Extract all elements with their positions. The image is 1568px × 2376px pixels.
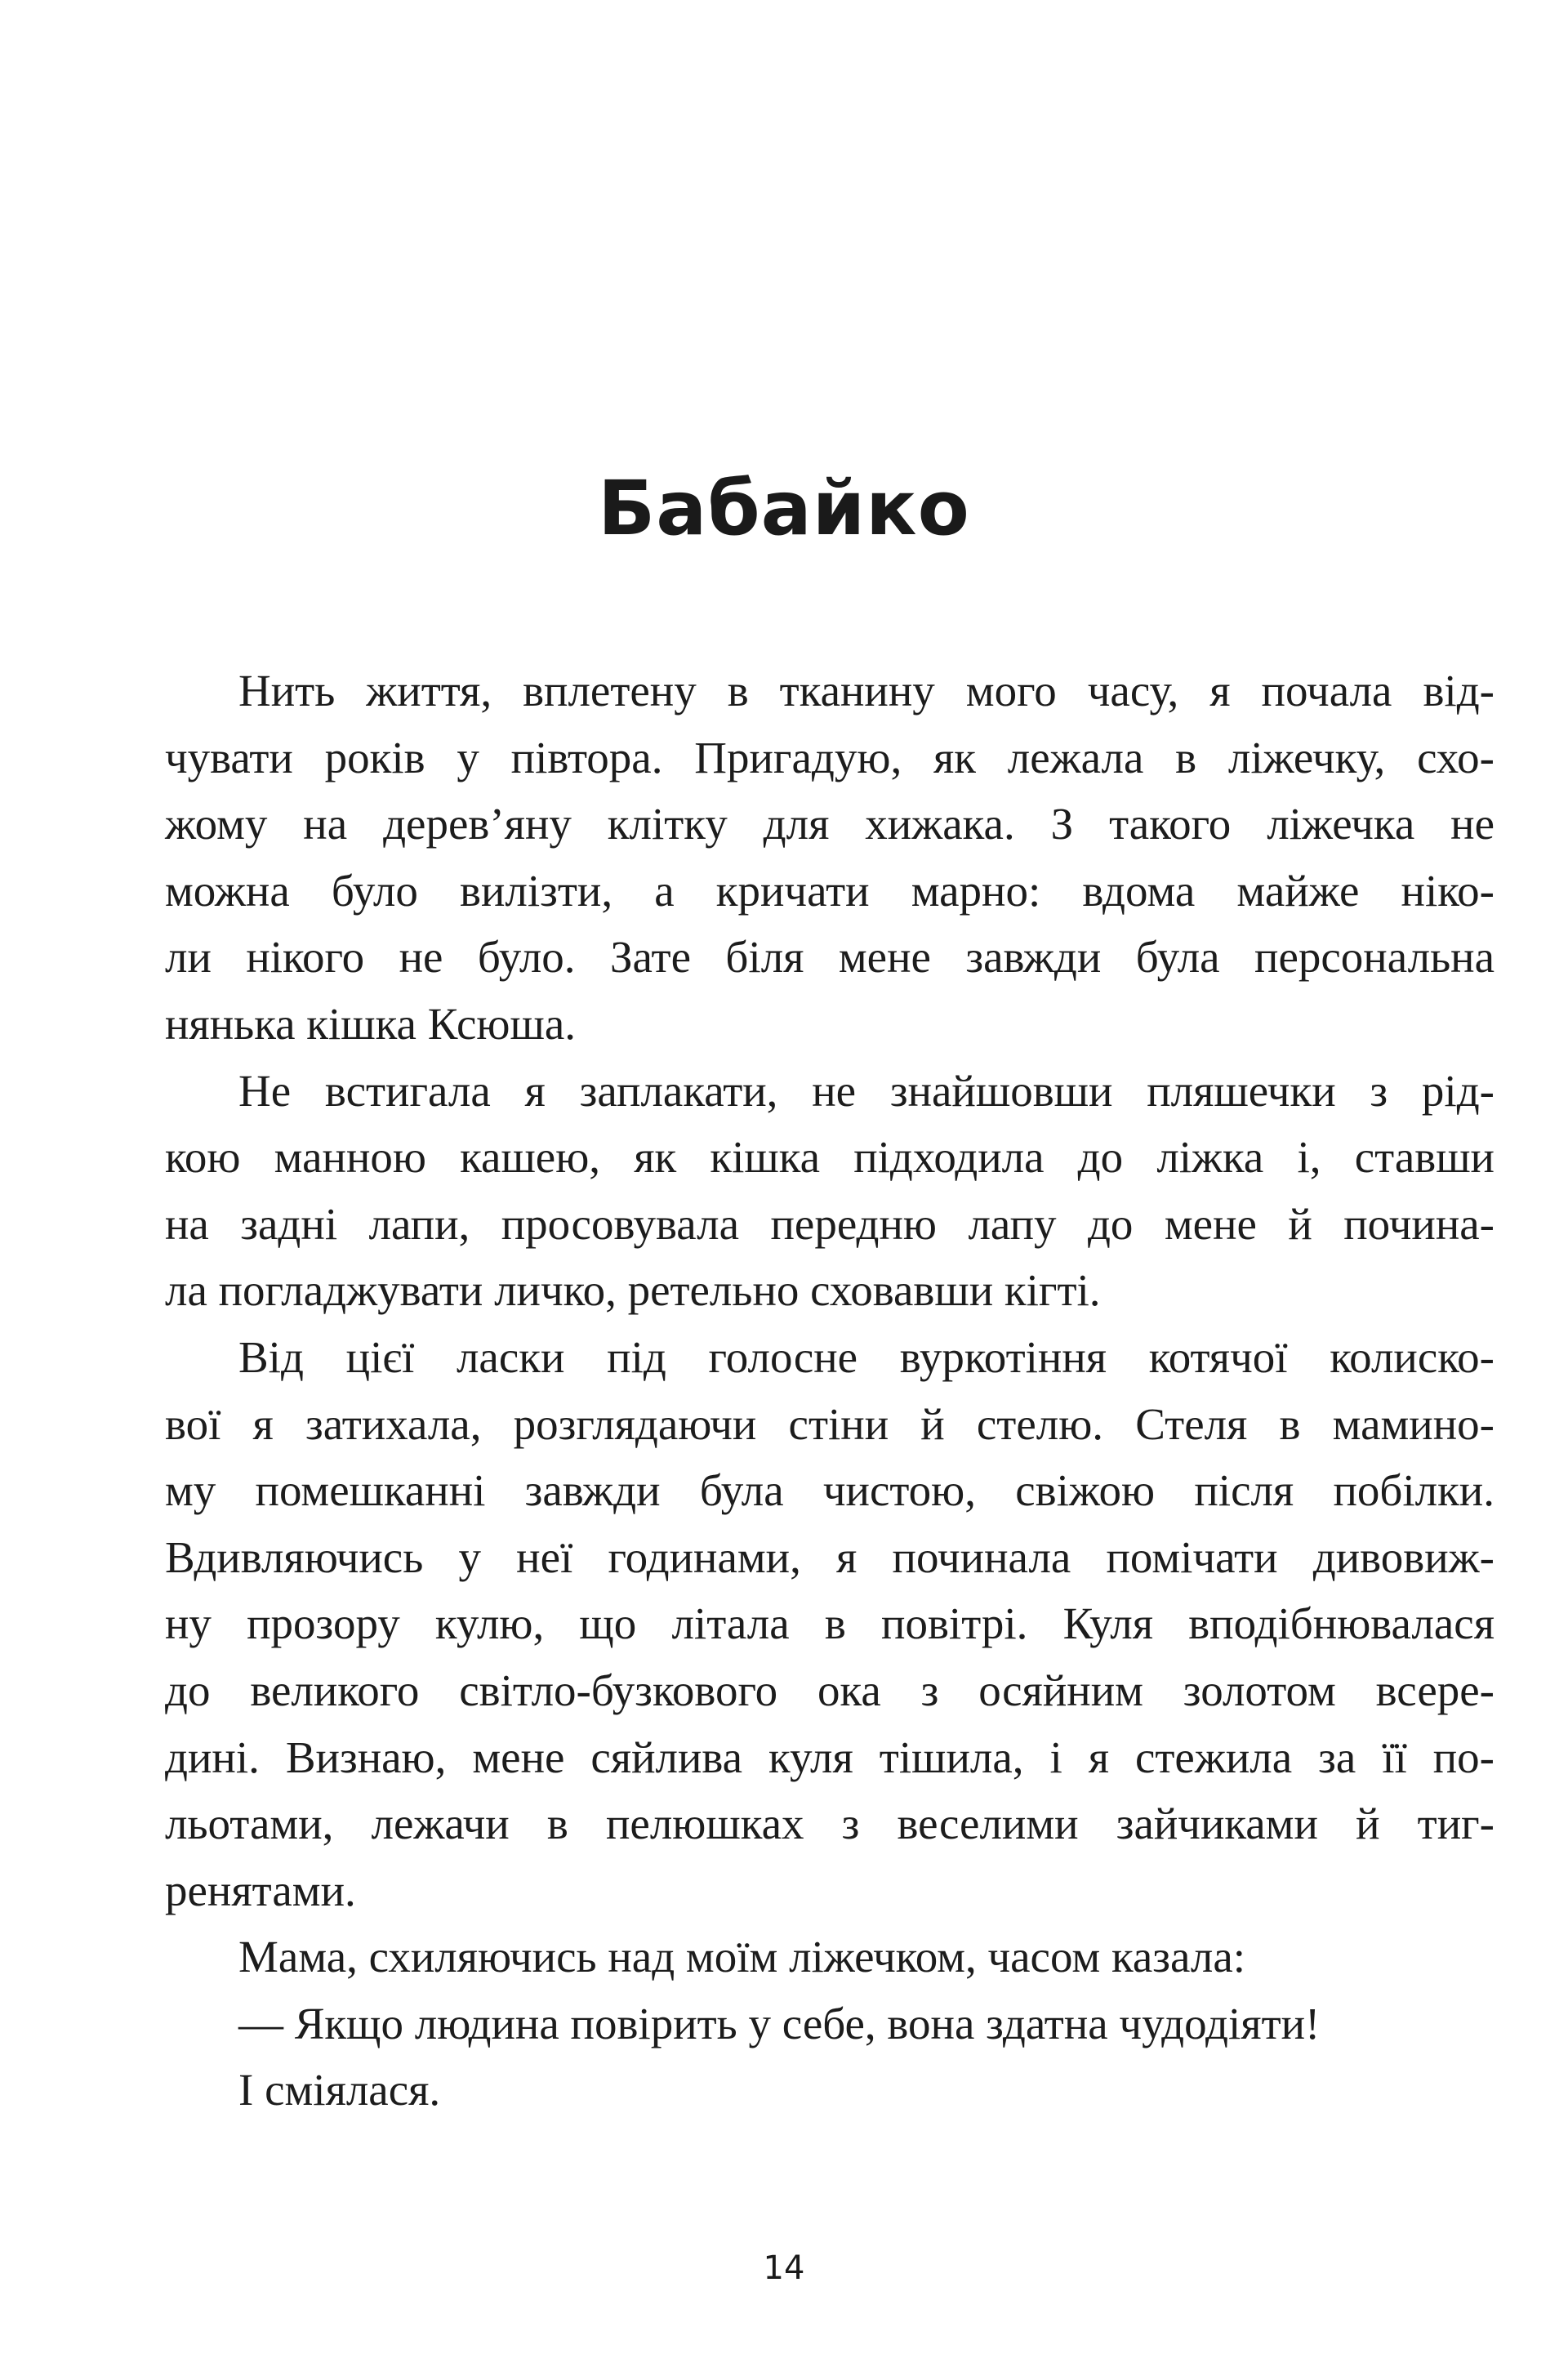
text-line: — Якщо людина повірить у себе, вона здатна чудодіяти! <box>238 1998 1321 2048</box>
text-line: ну прозору кулю, що літала в повітрі. Куля вподібнювалася <box>165 1598 1494 1649</box>
text-line: ли нікого не було. Зате біля мене завжди була персональна <box>165 932 1494 983</box>
paragraph <box>165 1324 1494 1924</box>
text-line: льотами, лежачи в пелюшках з веселими зайчиками й тиг- <box>165 1799 1494 1849</box>
page-number: 14 <box>763 2249 805 2287</box>
text-line: Нить життя, вплетену в тканину мого часу, я почала від- <box>238 666 1494 715</box>
text-line: Не встигала я заплакати, не знайшовши пляшечки з рід- <box>238 1065 1494 1116</box>
text-line: чувати років у півтора. Пригадую, як лежала в ліжечку, схо- <box>165 732 1494 782</box>
text-line: на задні лапи, просовувала передню лапу до мене й почина- <box>165 1198 1494 1249</box>
text-line: дині. Визнаю, мене сяйлива куля тішила, і я стежила за її по- <box>165 1732 1494 1782</box>
text-line: ла погладжувати личко, ретельно сховавши кігті. <box>165 1265 1101 1316</box>
text-line: до великого світло-бузкового ока з осяйним золотом всере- <box>165 1665 1494 1715</box>
text-line: му помешканні завжди була чистою, свіжою після побілки. <box>165 1465 1494 1516</box>
text-line: можна було вилізти, а кричати марно: вдома майже ніко- <box>165 865 1494 916</box>
text-line: жому на дерев’яну клітку для хижака. З такого ліжечка не <box>165 799 1494 849</box>
text-line: кою манною кашею, як кішка підходила до ліжка і, ставши <box>165 1132 1494 1183</box>
paragraph <box>165 1058 1494 1324</box>
paragraph <box>165 658 1494 1058</box>
text-line: І сміялася. <box>238 2065 441 2115</box>
text-line: Мама, схиляючись над моїм ліжечком, часом казала: <box>238 1932 1246 1982</box>
chapter-body <box>165 658 1494 2124</box>
text-line: ренятами. <box>165 1865 356 1915</box>
chapter-title: Бабайко <box>598 465 970 552</box>
text-line: Від цієї ласки під голосне вуркотіння котячої колиско- <box>238 1331 1494 1382</box>
paragraph <box>165 2057 1494 2124</box>
text-line: нянька кішка Ксюша. <box>165 998 577 1049</box>
paragraph <box>165 1924 1494 1990</box>
dialogue-paragraph <box>165 1990 1494 2057</box>
text-line: вої я затихала, розглядаючи стіни й стелю. Стеля в мамино- <box>165 1398 1494 1449</box>
text-line: Вдивляючись у неї годинами, я починала помічати дивовиж- <box>165 1531 1494 1582</box>
